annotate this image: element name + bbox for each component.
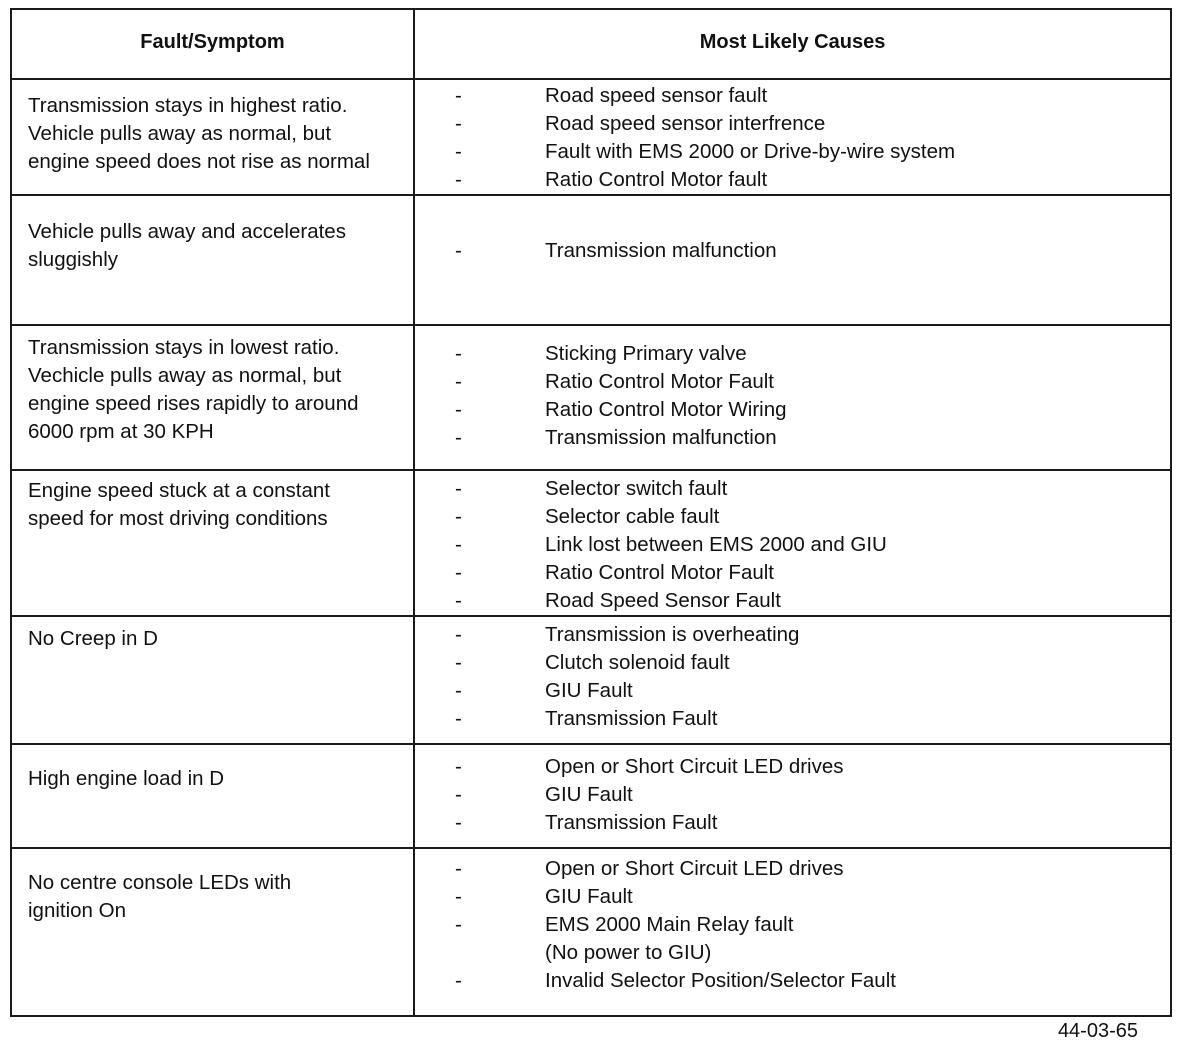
dash-mark: - xyxy=(455,707,462,730)
cause-item xyxy=(415,340,1170,368)
causes-cell xyxy=(415,849,1170,1015)
cause-text: Ratio Control Motor Wiring xyxy=(545,398,787,421)
cause-text: Selector cable fault xyxy=(545,505,720,528)
table-row xyxy=(12,469,1170,615)
symptom-cell xyxy=(12,196,415,324)
causes-cell xyxy=(415,745,1170,847)
dash-mark: - xyxy=(455,857,462,880)
dash-mark: - xyxy=(455,477,462,500)
symptom-cell xyxy=(12,80,415,194)
dash-mark: - xyxy=(455,342,462,365)
symptom-cell xyxy=(12,471,415,615)
cause-text: Road speed sensor interfrence xyxy=(545,112,826,135)
cause-item xyxy=(415,649,1170,677)
symptom-line: sluggishly xyxy=(28,248,119,271)
dash-mark: - xyxy=(455,679,462,702)
cause-item xyxy=(415,237,1170,265)
cause-item xyxy=(415,677,1170,705)
cause-item xyxy=(415,621,1170,649)
table-row xyxy=(12,615,1170,743)
dash-mark: - xyxy=(455,969,462,992)
cause-text: Open or Short Circuit LED drives xyxy=(545,857,844,880)
cause-item xyxy=(415,531,1170,559)
dash-mark: - xyxy=(455,112,462,135)
cause-item xyxy=(415,967,1170,995)
dash-mark xyxy=(415,939,545,967)
cause-text: Transmission is overheating xyxy=(545,623,800,646)
cause-item xyxy=(415,587,1170,615)
cause-text: Ratio Control Motor Fault xyxy=(545,561,775,584)
symptom-line: No centre console LEDs with xyxy=(28,871,292,894)
cause-text: Road Speed Sensor Fault xyxy=(545,589,781,612)
symptom-line: Transmission stays in highest ratio. xyxy=(28,94,348,117)
cause-text: Clutch solenoid fault xyxy=(545,651,730,674)
dash-mark: - xyxy=(455,140,462,163)
cause-item xyxy=(415,503,1170,531)
causes-cell xyxy=(415,326,1170,469)
dash-mark: - xyxy=(455,589,462,612)
symptom-line: engine speed rises rapidly to around xyxy=(28,392,359,415)
symptom-line: speed for most driving conditions xyxy=(28,507,328,530)
cause-text: GIU Fault xyxy=(545,783,633,806)
causes-cell xyxy=(415,617,1170,743)
cause-item xyxy=(415,939,1170,967)
table-row xyxy=(12,194,1170,324)
symptom-cell xyxy=(12,617,415,743)
dash-mark: - xyxy=(455,370,462,393)
cause-item xyxy=(415,559,1170,587)
symptom-line: Vehicle pulls away and accelerates xyxy=(28,220,346,243)
cause-text: Transmission malfunction xyxy=(545,426,777,449)
table-row xyxy=(12,324,1170,469)
symptom-line: High engine load in D xyxy=(28,767,225,790)
cause-text: Invalid Selector Position/Selector Fault xyxy=(545,969,896,992)
cause-item xyxy=(415,138,1170,166)
cause-item xyxy=(415,809,1170,837)
causes-cell xyxy=(415,196,1170,324)
cause-text: Transmission Fault xyxy=(545,811,718,834)
cause-text: Transmission malfunction xyxy=(545,239,777,262)
cause-item xyxy=(415,475,1170,503)
dash-mark: - xyxy=(455,561,462,584)
cause-item xyxy=(415,705,1170,733)
symptom-cell xyxy=(12,326,415,469)
dash-mark: - xyxy=(455,168,462,191)
header-most-likely-causes: Most Likely Causes xyxy=(699,31,886,53)
cause-item xyxy=(415,110,1170,138)
dash-mark: - xyxy=(455,505,462,528)
table-row xyxy=(12,80,1170,194)
dash-mark: - xyxy=(455,623,462,646)
cause-text: Fault with EMS 2000 or Drive-by-wire system xyxy=(545,140,956,163)
cause-text: Ratio Control Motor Fault xyxy=(545,370,775,393)
symptom-line: Vehicle pulls away as normal, but xyxy=(28,122,332,145)
cause-item xyxy=(415,855,1170,883)
cause-text: Selector switch fault xyxy=(545,477,728,500)
cause-item xyxy=(415,396,1170,424)
header-fault-symptom: Fault/Symptom xyxy=(12,10,415,78)
cause-text: EMS 2000 Main Relay fault xyxy=(545,913,794,936)
dash-mark: - xyxy=(455,239,462,262)
dash-mark: - xyxy=(455,426,462,449)
dash-mark: - xyxy=(455,398,462,421)
cause-item xyxy=(415,883,1170,911)
symptom-line: Vechicle pulls away as normal, but xyxy=(28,364,342,387)
cause-item xyxy=(415,753,1170,781)
cause-text: Sticking Primary valve xyxy=(545,342,747,365)
cause-text: Ratio Control Motor fault xyxy=(545,168,768,191)
dash-mark: - xyxy=(455,651,462,674)
dash-mark: - xyxy=(455,913,462,936)
dash-mark: - xyxy=(455,811,462,834)
cause-item xyxy=(415,368,1170,396)
table-header-row xyxy=(12,10,1170,80)
cause-item xyxy=(415,781,1170,809)
cause-text: Link lost between EMS 2000 and GIU xyxy=(545,533,887,556)
document-reference-code: 44-03-65 xyxy=(1057,1020,1138,1042)
dash-mark: - xyxy=(455,84,462,107)
symptom-cell xyxy=(12,745,415,847)
cause-item xyxy=(415,166,1170,194)
causes-cell xyxy=(415,80,1170,194)
table-row xyxy=(12,743,1170,847)
dash-mark: - xyxy=(455,885,462,908)
symptom-line: No Creep in D xyxy=(28,627,158,650)
table-row xyxy=(12,847,1170,1015)
symptom-cell xyxy=(12,849,415,1015)
cause-item xyxy=(415,82,1170,110)
cause-item xyxy=(415,911,1170,939)
dash-mark: - xyxy=(455,533,462,556)
cause-text: GIU Fault xyxy=(545,679,633,702)
cause-text: (No power to GIU) xyxy=(545,941,712,964)
cause-text: Road speed sensor fault xyxy=(545,84,768,107)
fault-table xyxy=(10,8,1172,1017)
symptom-line: Engine speed stuck at a constant xyxy=(28,479,331,502)
symptom-line: engine speed does not rise as normal xyxy=(28,150,370,173)
symptom-line: 6000 rpm at 30 KPH xyxy=(28,420,214,443)
symptom-line: Transmission stays in lowest ratio. xyxy=(28,336,340,359)
symptom-line: ignition On xyxy=(28,899,127,922)
cause-text: Open or Short Circuit LED drives xyxy=(545,755,844,778)
dash-mark: - xyxy=(455,755,462,778)
cause-text: GIU Fault xyxy=(545,885,633,908)
cause-item xyxy=(415,424,1170,452)
dash-mark: - xyxy=(455,783,462,806)
causes-cell xyxy=(415,471,1170,615)
cause-text: Transmission Fault xyxy=(545,707,718,730)
